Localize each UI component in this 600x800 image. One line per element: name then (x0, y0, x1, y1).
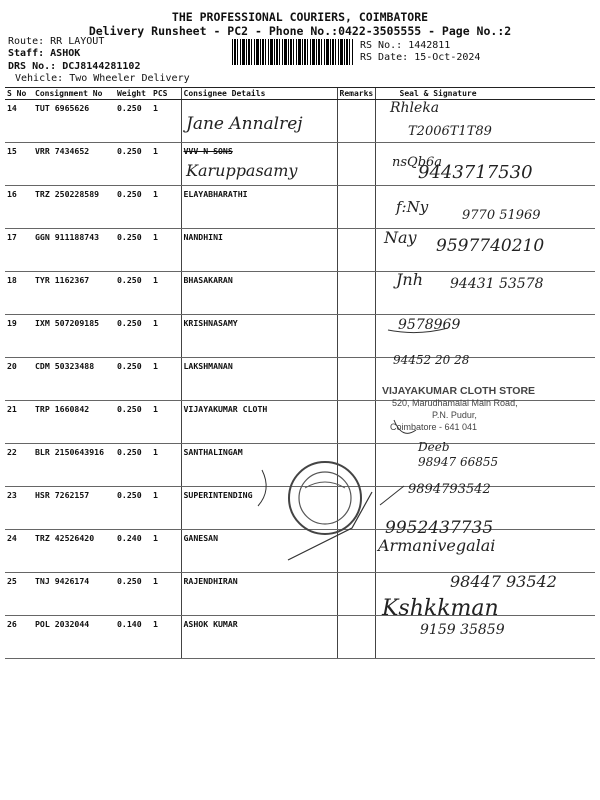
col-consignee: Consignee Details (181, 88, 337, 100)
cell-consignment-no: TRZ 42526420 (33, 530, 115, 573)
col-remarks: Remarks (337, 88, 375, 100)
vehicle-label: Vehicle: (15, 73, 64, 84)
cell-weight: 0.250 (115, 100, 151, 143)
signature-stroke (380, 486, 404, 505)
cell-pcs: 1 (151, 358, 181, 401)
cell-consignment-no: TUT 6965626 (33, 100, 115, 143)
cell-sno: 17 (5, 229, 33, 272)
cell-weight: 0.250 (115, 229, 151, 272)
cell-consignee: ELAYABHARATHI (181, 186, 337, 229)
cell-pcs: 1 (151, 229, 181, 272)
cell-sno: 26 (5, 616, 33, 659)
cell-weight: 0.250 (115, 444, 151, 487)
cell-weight: 0.250 (115, 186, 151, 229)
handwritten-phone: 9597740210 (436, 236, 545, 256)
cell-weight: 0.250 (115, 272, 151, 315)
cell-consignment-no: CDM 50323488 (33, 358, 115, 401)
cell-weight: 0.250 (115, 358, 151, 401)
cell-sno: 14 (5, 100, 33, 143)
cell-pcs: 1 (151, 272, 181, 315)
signature: nsQb6a (392, 155, 443, 170)
stamp-line-3: P.N. Pudur, (432, 410, 477, 420)
signature-stroke (258, 470, 266, 506)
signature-stroke (288, 492, 372, 560)
cell-sno: 15 (5, 143, 33, 186)
cell-weight: 0.250 (115, 487, 151, 530)
cell-sno: 25 (5, 573, 33, 616)
handwritten-name: Karuppasamy (186, 161, 298, 180)
handwritten-phone: 98447 93542 (450, 572, 557, 591)
cell-sno: 18 (5, 272, 33, 315)
cell-consignee: RAJENDHIRAN (181, 573, 337, 616)
cell-pcs: 1 (151, 616, 181, 659)
handwritten-phone: 94431 53578 (450, 276, 544, 292)
cell-consignment-no: TNJ 9426174 (33, 573, 115, 616)
runsheet-subtitle: Delivery Runsheet - PC2 - Phone No.:0422-3505555 - Page No.:2 (88, 24, 512, 38)
cell-consignee: BHASAKARAN (181, 272, 337, 315)
rs-no-label: RS No.: (360, 40, 403, 51)
rs-no-value: 1442811 (408, 40, 451, 51)
handwritten-name: Armanivegalai (378, 536, 496, 555)
cell-consignment-no: TRZ 250228589 (33, 186, 115, 229)
cell-sno: 24 (5, 530, 33, 573)
cell-pcs: 1 (151, 573, 181, 616)
cell-consignment-no: TRP 1660842 (33, 401, 115, 444)
col-consignment-no: Consignment No (33, 88, 115, 100)
handwritten-phone: T2006T1T89 (408, 124, 492, 139)
route-label: Route: (8, 36, 45, 47)
cell-consignment-no: IXM 507209185 (33, 315, 115, 358)
handwritten-phone: 9443717530 (418, 162, 533, 183)
company-title: THE PROFESSIONAL COURIERS, COIMBATORE (171, 10, 429, 24)
round-office-seal (289, 462, 361, 534)
cell-pcs: 1 (151, 444, 181, 487)
handwritten-name: Jane Annalrej (186, 114, 303, 134)
stamp-line-4: Coimbatore - 641 041 (390, 422, 478, 432)
cell-weight: 0.250 (115, 401, 151, 444)
handwritten-phone: 9894793542 (408, 482, 491, 497)
handwritten-phone: 9578969 (398, 317, 461, 333)
cell-consignment-no: HSR 7262157 (33, 487, 115, 530)
signature: Nay (384, 228, 417, 247)
handwritten-phone: 94452 20 28 (393, 353, 470, 367)
col-pcs: PCS (151, 88, 181, 100)
cell-sno: 16 (5, 186, 33, 229)
cell-consignment-no: BLR 2150643916 (33, 444, 115, 487)
col-seal-signature: Seal & Signature (375, 88, 595, 100)
cell-consignee: GANESAN (181, 530, 337, 573)
cell-consignment-no: POL 2032044 (33, 616, 115, 659)
signature: Rhleka (390, 100, 440, 116)
signature: f:Ny (396, 198, 429, 216)
handwritten-phone: 9159 35859 (420, 622, 505, 638)
cell-consignee: LAKSHMANAN (181, 358, 337, 401)
rs-date-label: RS Date: (360, 52, 409, 63)
cell-consignee: NANDHINI (181, 229, 337, 272)
cell-pcs: 1 (151, 100, 181, 143)
cell-sno: 19 (5, 315, 33, 358)
cell-consignment-no: VRR 7434652 (33, 143, 115, 186)
cell-weight: 0.250 (115, 315, 151, 358)
drs-label: DRS No.: (8, 61, 57, 72)
stamp-line-1: VIJAYAKUMAR CLOTH STORE (382, 385, 536, 397)
signature: Jnh (396, 270, 424, 289)
cell-pcs: 1 (151, 401, 181, 444)
cell-consignment-no: GGN 911188743 (33, 229, 115, 272)
signature-stroke (394, 420, 416, 433)
route-value: RR LAYOUT (50, 36, 105, 47)
col-sno: S No (5, 88, 33, 100)
cell-consignee: VIJAYAKUMAR CLOTH (181, 401, 337, 444)
cell-pcs: 1 (151, 487, 181, 530)
signature-stroke (388, 328, 448, 333)
col-weight: Weight (115, 88, 151, 100)
cell-weight: 0.250 (115, 143, 151, 186)
cell-consignee: SANTHALINGAM (181, 444, 337, 487)
cell-consignee: KRISHNASAMY (181, 315, 337, 358)
cell-sno: 21 (5, 401, 33, 444)
vehicle-value: Two Wheeler Delivery (69, 73, 190, 84)
cell-pcs: 1 (151, 530, 181, 573)
cell-weight: 0.240 (115, 530, 151, 573)
staff-label: Staff: (8, 48, 45, 59)
cell-consignee: SUPERINTENDING (181, 487, 337, 530)
cell-pcs: 1 (151, 186, 181, 229)
drs-value: DCJ8144281102 (62, 61, 141, 72)
cell-pcs: 1 (151, 315, 181, 358)
cell-sno: 23 (5, 487, 33, 530)
stamp-line-2: 520, Marudhamalai Main Road, (392, 398, 518, 408)
handwritten-phone: 9952437735 (385, 518, 494, 538)
rs-date-value: 15-Oct-2024 (414, 52, 481, 63)
cell-weight: 0.250 (115, 573, 151, 616)
cell-sno: 20 (5, 358, 33, 401)
staff-value: ASHOK (50, 48, 81, 59)
cell-consignee: ASHOK KUMAR (181, 616, 337, 659)
cell-weight: 0.140 (115, 616, 151, 659)
handwritten-phone: 9770 51969 (462, 208, 541, 223)
cell-sno: 22 (5, 444, 33, 487)
cell-consignment-no: TYR 1162367 (33, 272, 115, 315)
signature: Kshkkman (382, 596, 499, 621)
cell-consignee: VVV N SONS (181, 143, 337, 186)
handwritten-phone: 98947 66855 (418, 455, 499, 469)
signature: Deeb (418, 440, 450, 454)
cell-pcs: 1 (151, 143, 181, 186)
